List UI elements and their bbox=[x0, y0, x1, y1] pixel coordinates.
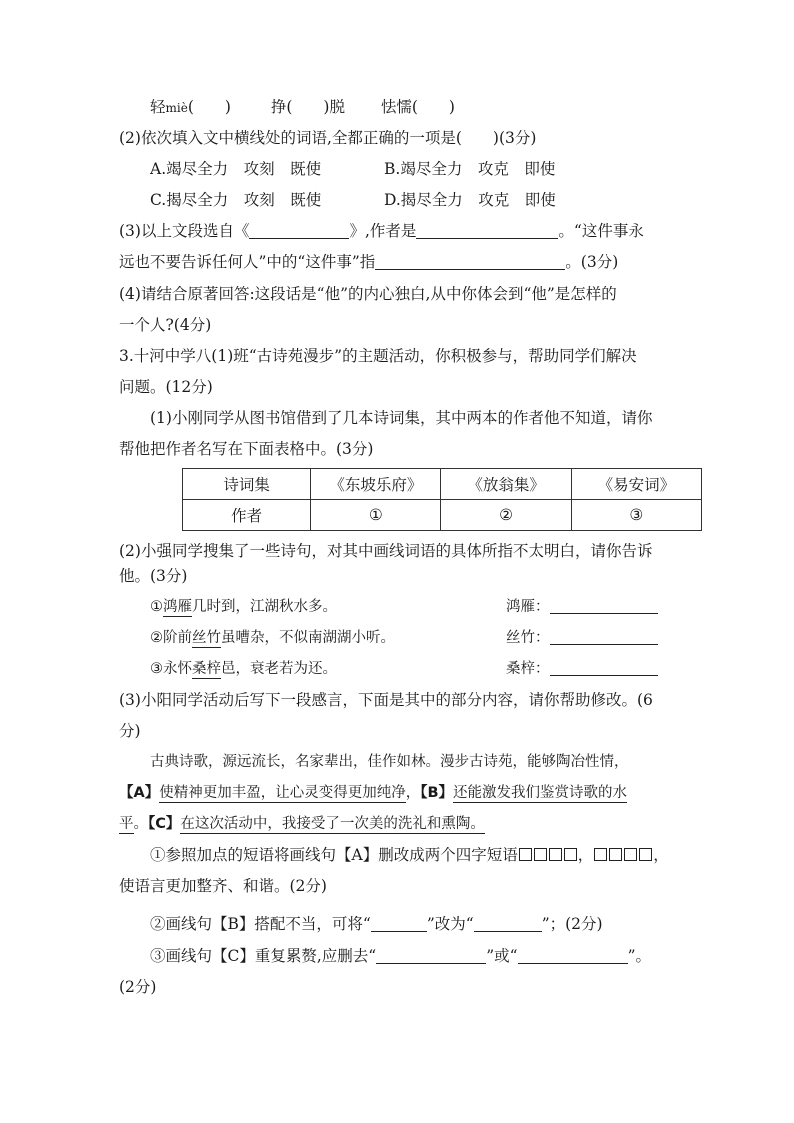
blank-1[interactable]: ( ) bbox=[187, 98, 231, 116]
sub3-line1 bbox=[150, 946, 651, 966]
q1-row bbox=[150, 97, 455, 118]
essay-line-2 bbox=[119, 783, 627, 803]
q2-option-b[interactable]: B.竭尽全力 攻克 即使 bbox=[384, 160, 556, 178]
sentence-b: 还能激发我们鉴赏诗歌的水 bbox=[453, 785, 628, 801]
table-cell: 《放翁集》 bbox=[441, 469, 571, 500]
table-answer-cell[interactable]: ③ bbox=[571, 500, 701, 531]
q3-text-5: 。(3分) bbox=[565, 253, 619, 271]
answer-blank[interactable] bbox=[550, 659, 658, 676]
answer-boxes-2[interactable] bbox=[593, 845, 653, 865]
answer-blank[interactable] bbox=[550, 628, 658, 645]
word-2b: 脱 bbox=[329, 98, 345, 116]
sentence-b-end: 平 bbox=[119, 816, 134, 832]
sub2-text-3: ”；(2分) bbox=[541, 915, 603, 933]
table-answer-cell[interactable]: ② bbox=[441, 500, 571, 531]
answer-line-3 bbox=[506, 659, 658, 679]
section3-line2: 问题。(12分) bbox=[119, 378, 213, 396]
s3q1-line2: 帮他把作者名写在下面表格中。(3分) bbox=[119, 440, 374, 458]
poem-post: 几时到，江湖秋水多。 bbox=[192, 599, 337, 615]
poem-pre: ③永怀 bbox=[150, 661, 192, 677]
sub1-line2: 使语言更加整齐、和谐。(2分) bbox=[119, 877, 327, 895]
poem-underlined: 丝竹 bbox=[192, 630, 221, 646]
comma: ， bbox=[405, 785, 421, 801]
poem-line-2 bbox=[150, 628, 395, 648]
sub2-text-2: ”改为“ bbox=[426, 915, 474, 933]
sub3-text-1: ③画线句【C】重复累赘,应删去“ bbox=[150, 947, 377, 965]
poem-post: 虽嘈杂，不似南湖湖小听。 bbox=[221, 630, 395, 646]
blank-2[interactable]: ( ) bbox=[286, 98, 330, 116]
s3q2-line1: (2)小强同学搜集了一些诗句，对其中画线词语的具体所指不太明白，请你告诉 bbox=[119, 542, 653, 560]
sub1-text: ①参照加点的短语将画线句【A】删改成两个四字短语 bbox=[150, 846, 518, 864]
poem-pre: ① bbox=[150, 599, 163, 615]
word-3: 怯懦 bbox=[380, 98, 412, 116]
q2-option-a[interactable]: A.竭尽全力 攻刻 既使 bbox=[150, 160, 322, 178]
q2-option-d[interactable]: D.揭尽全力 攻克 即使 bbox=[384, 191, 556, 209]
q3-line2 bbox=[119, 252, 618, 272]
tag-a: 【A】 bbox=[119, 785, 160, 801]
poem-underlined: 桑梓 bbox=[192, 661, 221, 677]
sub2-line bbox=[150, 914, 603, 934]
table-cell: 作者 bbox=[183, 500, 311, 531]
sub2-blank-2[interactable] bbox=[474, 915, 542, 932]
sentence-a: 使精神更加丰盈，让心灵变得更加纯净 bbox=[159, 785, 406, 801]
answer-label: 桑梓： bbox=[506, 661, 550, 677]
s3q3-line2: 分) bbox=[119, 722, 141, 740]
period: 。 bbox=[133, 816, 148, 832]
sub1-comma-2: ， bbox=[653, 846, 669, 864]
table-header-row bbox=[183, 469, 702, 500]
essay-line-1: 古典诗歌，源远流长，名家辈出，佳作如林。漫步古诗苑，能够陶冶性情， bbox=[150, 754, 629, 770]
sentence-c: 在这次活动中，我接受了一次美的洗礼和熏陶。 bbox=[180, 816, 485, 832]
sub1-line1 bbox=[150, 845, 669, 865]
s3q3-line1: (3)小阳同学活动后写下一段感言，下面是其中的部分内容，请你帮助修改。(6 bbox=[119, 691, 653, 709]
word-2a: 挣 bbox=[270, 98, 287, 116]
sub1-comma: ， bbox=[577, 846, 594, 864]
section3-line1: 3.十河中学八(1)班“古诗苑漫步”的主题活动，你积极参与，帮助同学们解决 bbox=[119, 347, 637, 365]
table-cell: 《东坡乐府》 bbox=[311, 469, 441, 500]
q3-book-blank[interactable] bbox=[249, 222, 349, 239]
table-answer-cell[interactable]: ① bbox=[311, 500, 441, 531]
answer-line-1 bbox=[506, 597, 658, 617]
s3q2-line2: 他。(3分) bbox=[119, 567, 188, 585]
q3-text-4: 远也不要告诉任何人”中的“这件事”指 bbox=[119, 253, 376, 271]
q3-text-3: 。“这件事永 bbox=[558, 222, 644, 240]
q3-thing-blank[interactable] bbox=[375, 253, 565, 270]
sub3-line2: (2分) bbox=[119, 978, 157, 996]
q4-line1: (4)请结合原著回答:这段话是“他”的内心独白,从中你体会到“他”是怎样的 bbox=[119, 285, 617, 303]
answer-blank[interactable] bbox=[550, 597, 658, 614]
q3-line1 bbox=[119, 221, 644, 241]
answer-label: 鸿雁： bbox=[506, 599, 550, 615]
sub3-text-3: ”。 bbox=[627, 947, 652, 965]
answer-boxes-1[interactable] bbox=[518, 845, 578, 865]
blank-3[interactable]: ( ) bbox=[411, 98, 455, 116]
tag-b: 【B】 bbox=[420, 785, 454, 801]
s3q1-line1: (1)小刚同学从图书馆借到了几本诗词集，其中两本的作者他不知道，请你 bbox=[150, 409, 653, 427]
q2-stem: (2)依次填入文中横线处的词语,全都正确的一项是( )(3分) bbox=[119, 129, 537, 147]
essay-line-3 bbox=[119, 814, 485, 834]
table-cell: 诗词集 bbox=[183, 469, 311, 500]
poem-pre: ②阶前 bbox=[150, 630, 192, 646]
poem-line-1 bbox=[150, 597, 337, 617]
word-1: 轻 bbox=[150, 98, 166, 116]
poem-post: 邑，衰老若为还。 bbox=[221, 661, 337, 677]
tag-c: 【C】 bbox=[148, 816, 181, 832]
sub3-text-2: ”或“ bbox=[486, 947, 518, 965]
q3-text-2: 》,作者是 bbox=[349, 222, 417, 240]
answer-line-2 bbox=[506, 628, 658, 648]
sub3-blank-1[interactable] bbox=[376, 947, 486, 964]
answer-label: 丝竹： bbox=[506, 630, 550, 646]
table-row bbox=[183, 500, 702, 531]
table-cell: 《易安词》 bbox=[571, 469, 701, 500]
sub2-blank-1[interactable] bbox=[371, 915, 427, 932]
sub3-blank-2[interactable] bbox=[518, 947, 628, 964]
q3-author-blank[interactable] bbox=[416, 222, 558, 239]
poem-line-3 bbox=[150, 659, 337, 679]
q2-option-c[interactable]: C.揭尽全力 攻刻 既使 bbox=[150, 191, 322, 209]
poet-table bbox=[182, 468, 702, 531]
sub2-text-1: ②画线句【B】搭配不当，可将“ bbox=[150, 915, 371, 933]
q3-text-1: (3)以上文段选自《 bbox=[119, 222, 250, 240]
pinyin-1: miè bbox=[165, 101, 188, 115]
poem-underlined: 鸿雁 bbox=[163, 599, 192, 615]
q4-line2: 一个人?(4分) bbox=[119, 316, 212, 334]
